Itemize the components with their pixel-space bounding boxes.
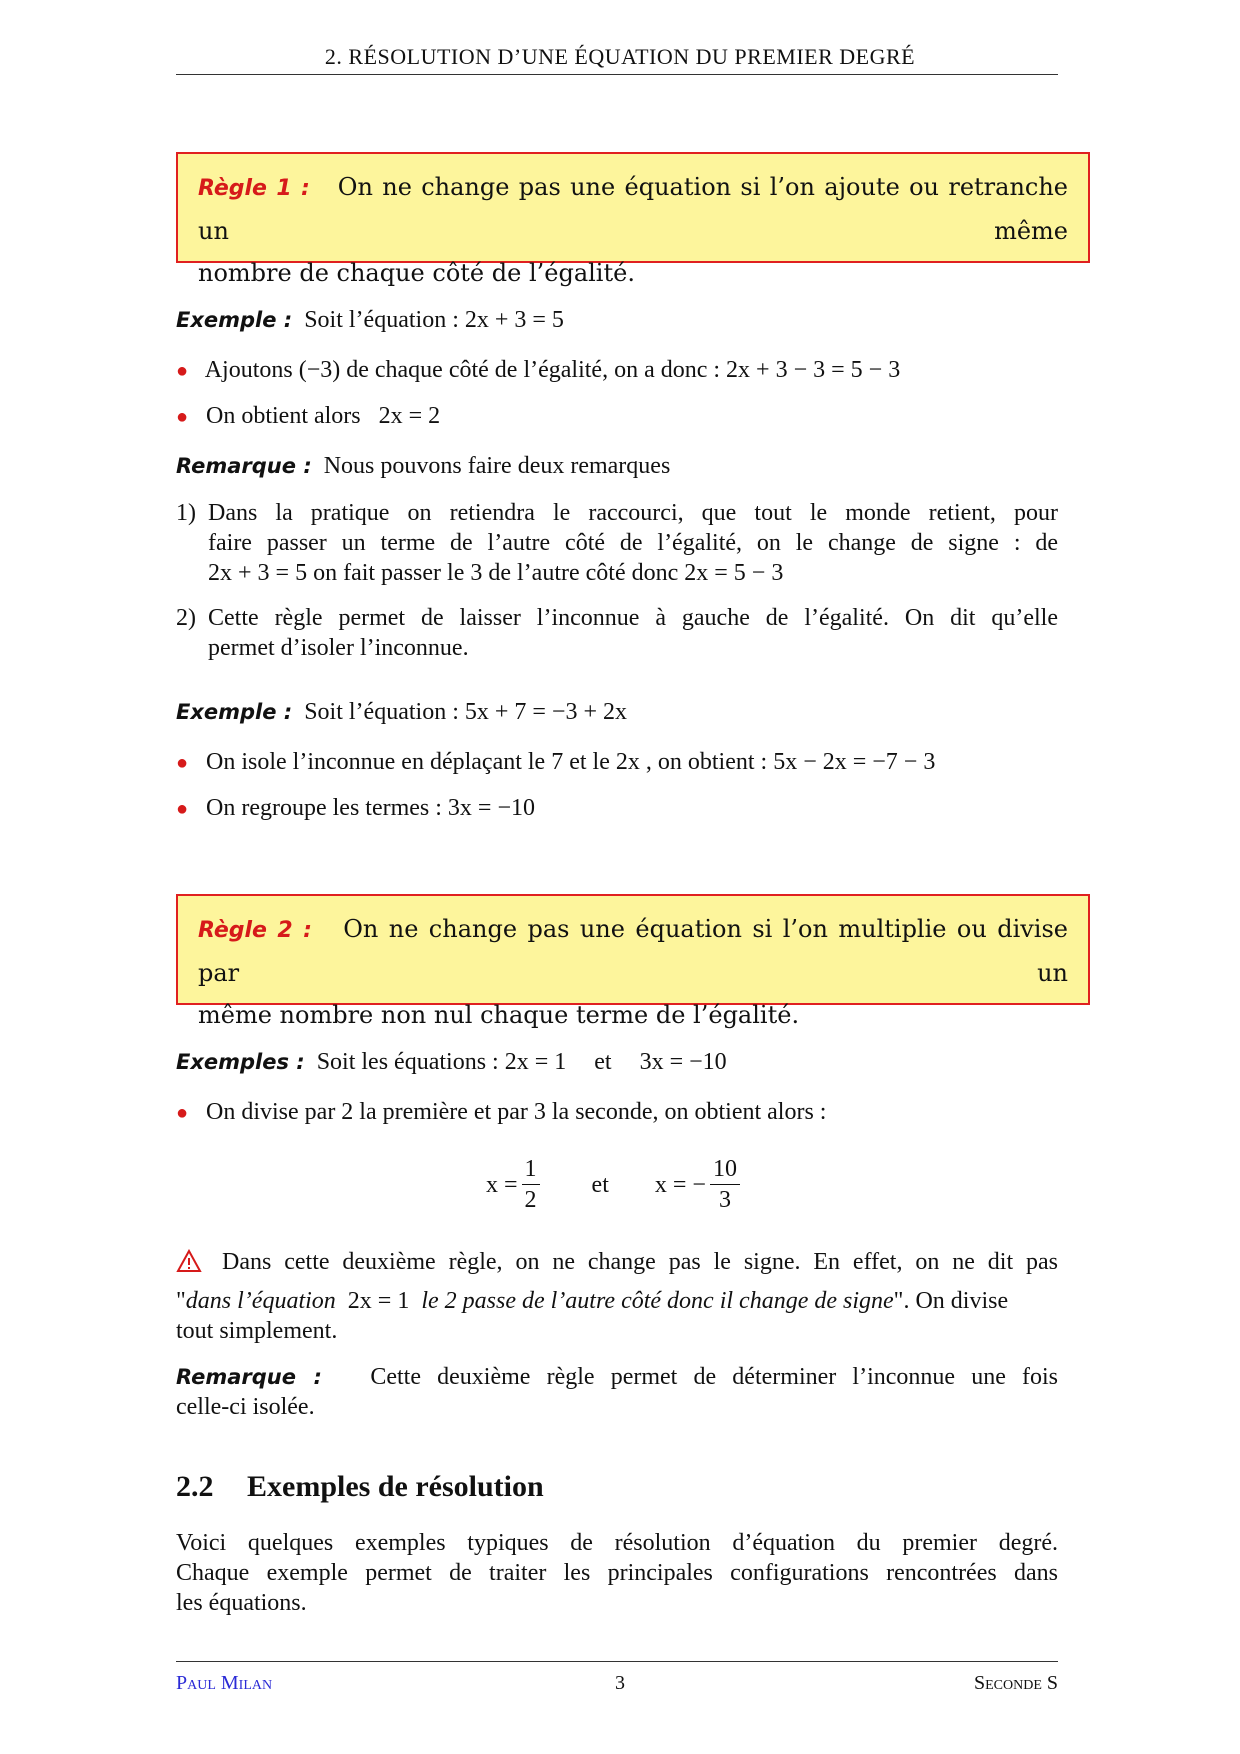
example-1-bullet-2 bbox=[176, 401, 440, 432]
footer-author-link[interactable]: Paul Milan bbox=[176, 1672, 273, 1694]
remark-2-line-2: celle-ci isolée. bbox=[176, 1394, 315, 1420]
remark-1-item-1-math-c: 2x = 5 − 3 bbox=[684, 560, 784, 586]
fraction-2 bbox=[710, 1154, 740, 1215]
rule-1-text-1: On ne change pas une équation si l’on ajoute ou retranche un même bbox=[198, 173, 1068, 245]
warning-rest: ". On divise bbox=[893, 1288, 1009, 1314]
bullet-icon: ● bbox=[176, 752, 189, 774]
example-2-bullet-2-text: On regroupe les termes : bbox=[206, 795, 448, 821]
fraction-1-denominator: 2 bbox=[524, 1187, 537, 1213]
section-para-line-1: Voici quelques exemples typiques de résolution d’équation du premier degré. bbox=[176, 1530, 1058, 1556]
example-3-label: Exemples : bbox=[176, 1050, 305, 1074]
rule-1-title: Règle 1 : bbox=[198, 176, 310, 201]
section-title: Exemples de résolution bbox=[247, 1470, 544, 1503]
example-3-eq-1: 2x = 1 bbox=[504, 1049, 567, 1075]
rule-2-box bbox=[176, 894, 1090, 1029]
remark-1-item-2-line-1: Cette règle permet de laisser l’inconnue à gauche de l’égalité. On dit qu’elle bbox=[208, 605, 1058, 631]
example-3-bullet-1-text: On divise par 2 la première et par 3 la seconde, on obtient alors : bbox=[206, 1099, 827, 1125]
remark-1-item-2-number: 2) bbox=[176, 605, 196, 631]
warning-line-2 bbox=[176, 1286, 1058, 1316]
example-1-bullet-2-text: On obtient alors bbox=[206, 403, 367, 429]
remark-1-item-1-line-2: faire passer un terme de l’autre côté de l’égalité, on le change de signe : de bbox=[208, 530, 1058, 556]
remark-1-item-1-line-1: Dans la pratique on retiendra le raccourci, que tout le monde retient, pour bbox=[208, 500, 1058, 526]
remark-1-item-1-line-3 bbox=[208, 558, 783, 588]
remark-2-line-1 bbox=[176, 1362, 1058, 1392]
example-1-bullet-1 bbox=[176, 355, 900, 386]
bullet-icon: ● bbox=[176, 798, 189, 820]
rule-1-box bbox=[176, 152, 1090, 287]
remark-1-intro bbox=[176, 451, 670, 481]
rule-2-text-1: On ne change pas une équation si l’on multiplie ou divise par un bbox=[198, 915, 1069, 987]
remark-2-text-1: Cette deuxième règle permet de déterminer l’inconnue une fois bbox=[370, 1364, 1059, 1390]
warning-italic-b: le 2 passe de l’autre côté donc il change de signe bbox=[415, 1288, 894, 1314]
rule-2-line-1 bbox=[198, 908, 1068, 994]
fraction-2-denominator: 3 bbox=[718, 1187, 731, 1213]
bullet-icon: ● bbox=[176, 406, 189, 428]
fraction-results bbox=[486, 1154, 744, 1215]
example-2-intro bbox=[176, 697, 627, 727]
example-3-intro-text: Soit les équations : bbox=[316, 1049, 505, 1075]
rule-1-line-1 bbox=[198, 166, 1068, 252]
fraction-2-numerator: 10 bbox=[710, 1154, 740, 1185]
remark-1-item-1-math-a: 2x + 3 = 5 bbox=[208, 560, 308, 586]
warning-quote-open: " bbox=[176, 1288, 186, 1314]
example-2-bullet-1-text: On isole l’inconnue en déplaçant le 7 et le 2x , on obtient : bbox=[206, 749, 774, 775]
running-header: 2. RÉSOLUTION D’UNE ÉQUATION DU PREMIER DEGRÉ bbox=[324, 44, 916, 69]
remark-1-item-1-number: 1) bbox=[176, 500, 196, 526]
fraction-2-lhs: x = − bbox=[654, 1171, 706, 1198]
footer-page-number: 3 bbox=[615, 1672, 625, 1694]
example-3-separator: et bbox=[594, 1049, 612, 1075]
fraction-1-numerator: 1 bbox=[522, 1154, 540, 1185]
example-3-intro bbox=[176, 1047, 727, 1077]
example-2-bullet-2 bbox=[176, 793, 535, 824]
example-1-intro-text: Soit l’équation : bbox=[304, 307, 465, 333]
example-1-label: Exemple : bbox=[176, 308, 293, 332]
warning-line-3: tout simplement. bbox=[176, 1318, 338, 1344]
fraction-1-lhs: x = bbox=[486, 1171, 518, 1198]
fraction-1 bbox=[522, 1154, 540, 1215]
warning-math: 2x = 1 bbox=[347, 1288, 410, 1314]
rule-2-text-2: même nombre non nul chaque terme de l’égalité. bbox=[198, 1001, 800, 1029]
section-para-line-3: les équations. bbox=[176, 1590, 307, 1616]
footer-divider bbox=[176, 1661, 1058, 1662]
example-3-bullet-1 bbox=[176, 1097, 826, 1128]
example-1-bullet-1-math: 2x + 3 − 3 = 5 − 3 bbox=[726, 357, 901, 383]
warning-line-1: Dans cette deuxième règle, on ne change pas le signe. En effet, on ne dit pas bbox=[222, 1249, 1058, 1275]
example-2-equation: 5x + 7 = −3 + 2x bbox=[464, 699, 627, 725]
header-divider bbox=[176, 74, 1058, 75]
example-2-bullet-1-math: 5x − 2x = −7 − 3 bbox=[773, 749, 936, 775]
rule-2-title: Règle 2 : bbox=[198, 918, 312, 943]
warning-italic-a: dans l’équation bbox=[185, 1288, 342, 1314]
section-para-line-2: Chaque exemple permet de traiter les principales configurations rencontrées dans bbox=[176, 1560, 1058, 1586]
example-2-bullet-1 bbox=[176, 747, 935, 778]
remark-2-label: Remarque : bbox=[176, 1365, 322, 1389]
remark-1-item-1-text-b: on fait passer le 3 de l’autre côté donc bbox=[307, 560, 685, 586]
remark-1-item-2-line-2: permet d’isoler l’inconnue. bbox=[208, 635, 469, 661]
example-2-label: Exemple : bbox=[176, 700, 293, 724]
remark-1-intro-text: Nous pouvons faire deux remarques bbox=[323, 453, 671, 479]
warning-triangle-icon bbox=[176, 1249, 202, 1273]
example-2-intro-text: Soit l’équation : bbox=[304, 699, 465, 725]
remark-1-label: Remarque : bbox=[176, 454, 312, 478]
example-1-bullet-2-math: 2x = 2 bbox=[378, 403, 441, 429]
bullet-icon: ● bbox=[176, 360, 189, 382]
example-1-bullet-1-text: Ajoutons (−3) de chaque côté de l’égalité, on a donc : bbox=[204, 357, 727, 383]
example-1-equation: 2x + 3 = 5 bbox=[464, 307, 564, 333]
example-1-intro bbox=[176, 305, 564, 335]
footer-class: Seconde S bbox=[973, 1672, 1058, 1694]
section-number: 2.2 bbox=[176, 1470, 214, 1503]
example-3-eq-2: 3x = −10 bbox=[639, 1049, 727, 1075]
rule-1-text-2: nombre de chaque côté de l’égalité. bbox=[198, 259, 635, 287]
section-heading bbox=[176, 1470, 544, 1504]
bullet-icon: ● bbox=[176, 1102, 189, 1124]
example-2-bullet-2-math: 3x = −10 bbox=[447, 795, 535, 821]
fraction-separator: et bbox=[591, 1171, 609, 1198]
